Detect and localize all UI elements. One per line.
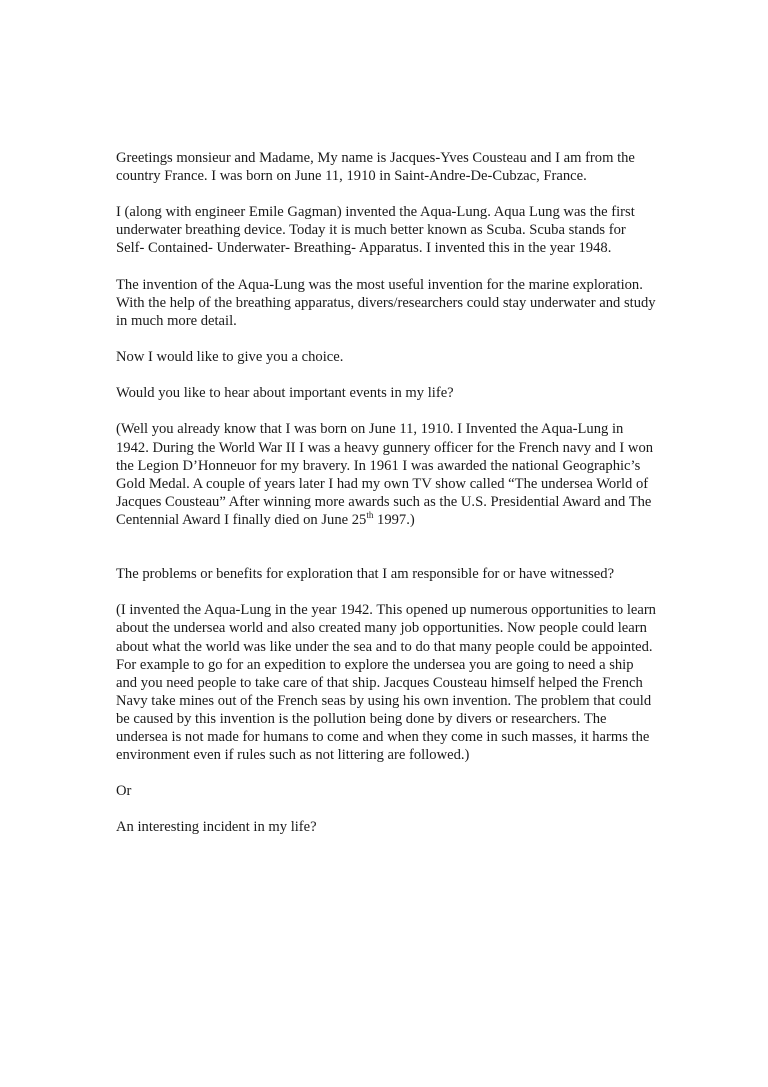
- intro-paragraph: Greetings monsieur and Madame, My name is Jacques-Yves Cousteau and I am from the country France. I was born on June 11, 1910 in Saint-Andre-De-Cubzac, France.: [116, 150, 635, 185]
- invention-paragraph: I (along with engineer Emile Gagman) invented the Aqua-Lung. Aqua Lung was the first underwater breathing device. Today it is much better known as Scuba. Scuba stands for Self- Contained- Underwater- Breathing- Apparatus. I invented this in the year 1948.: [116, 204, 635, 257]
- events-text: (Well you already know that I was born on June 11, 1910. I Invented the Aqua-Lung in 1942. During the World War II I was a heavy gunnery officer for the French navy and I won the Legion D’Honneuor for my bravery. In 1961 I was awarded the national Geographic’s Gold Medal. A couple of years later I had my own TV show called “The undersea World of Jacques Cousteau” After winning more awards such as the U.S. Presidential Award and The Centennial Award I finally died on June 25: [116, 421, 654, 528]
- events-question: Would you like to hear about important events in my life?: [116, 385, 454, 402]
- spacer: [116, 529, 656, 565]
- problems-question: The problems or benefits for exploration that I am responsible for or have witnessed?: [116, 566, 615, 583]
- events-paragraph: [116, 420, 656, 529]
- document-body: [116, 149, 656, 855]
- or-separator: Or: [116, 783, 132, 800]
- problems-paragraph: (I invented the Aqua-Lung in the year 1942. This opened up numerous opportunities to learn about the undersea world and also created many job opportunities. Now people could learn about what the world was like under the sea and to do that many people could be appointed. For example to go for an expedition to explore the undersea you are going to need a ship and you need people to take care of that ship. Jacques Cousteau himself helped the French Navy take mines out of the French seas by using his own invention. The problem that could be caused by this invention is the pollution being done by divers or researchers. The undersea is not made for humans to come and when they come in such masses, it harms the environment even if rules such as not littering are followed.): [116, 602, 656, 764]
- usefulness-paragraph: The invention of the Aqua-Lung was the most useful invention for the marine exploration. With the help of the breathing apparatus, divers/researchers could stay underwater and study in much more detail.: [116, 276, 656, 329]
- ordinal-suffix: th: [366, 510, 374, 521]
- events-text-end: 1997.): [373, 511, 415, 528]
- choice-intro-paragraph: Now I would like to give you a choice.: [116, 349, 344, 366]
- incident-question: An interesting incident in my life?: [116, 819, 317, 836]
